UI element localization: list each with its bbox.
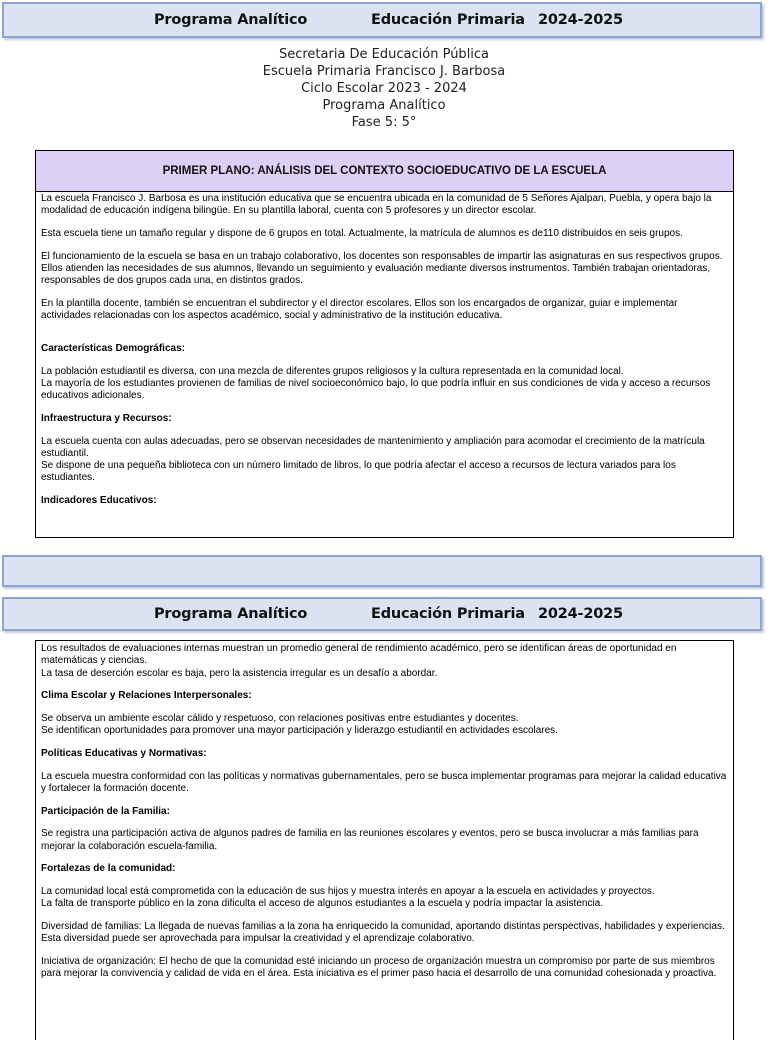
subheading: Infraestructura y Recursos: [41, 412, 172, 424]
header-year-title: 2024-2025 [538, 12, 623, 28]
paragraph: Iniciativa de organización: El hecho de que la comunidad esté iniciando un proceso de organización muestra un compromiso por parte de sus miembros para mejorar la convivencia y calidad de vida en el área. Esta iniciativa es el primer paso hacia el desarrollo de una comunidad cohesionada y proactiva. [41, 955, 717, 980]
paragraph: La escuela muestra conformidad con las políticas y normativas gubernamentales, pero se busca implementar programas para mejorar la calidad educativa y fortalecer la formación docente. [41, 770, 727, 794]
header-program-title: Programa Analítico [154, 12, 308, 28]
paragraph: La escuela Francisco J. Barbosa es una institución educativa que se encuentra ubicada en la comunidad de 5 Señores Ajalpan, Puebla, y opera bajo la modalidad de educación indígena bilingüe. En su plantilla laboral, cuenta con 5 profesores y un director escolar. [41, 193, 712, 217]
paragraph: Se registra una participación activa de algunos padres de familia en las reuniones escolares y eventos, pero se busca involucrar a más familias para mejorar la colaboración escuela-familia. [41, 828, 699, 852]
header-level-title: Educación Primaria [371, 606, 525, 622]
section-body-page1 [36, 192, 733, 507]
school-header-line: Secretaria De Educación Pública [278, 47, 490, 62]
paragraph: Diversidad de familias: La llegada de nuevas familias a la zona ha enriquecido la comunidad, aportando distintas perspectivas, habilidades y experiencias. Esta diversidad puede ser aprovechada para impulsar la creatividad y el aprendizaje colaborativo. [41, 920, 725, 945]
paragraph: La escuela cuenta con aulas adecuadas, pero se observan necesidades de mantenimiento y ampliación para acomodar el crecimiento de la matrícula estudiantil. Se dispone de una pequeña biblioteca con un número limitado de libros, lo que podría afectar el acceso a recursos de lectura variados para los estudiantes. [41, 435, 705, 484]
paragraph: Los resultados de evaluaciones internas muestran un promedio general de rendimiento académico, pero se identifican áreas de oportunidad en matemáticas y ciencias. La tasa de deserción escolar es baja, pero la asistencia irregular es un desafío a abordar. [41, 643, 677, 679]
school-header-line: Ciclo Escolar 2023 - 2024 [301, 81, 467, 96]
subheading: Indicadores Educativos: [41, 495, 157, 507]
subheading: Participación de la Familia: [41, 805, 170, 817]
paragraph: La población estudiantil es diversa, con una mezcla de diferentes grupos religiosos y la cultura representada en la comunidad local. La mayoría de los estudiantes provienen de familias de nivel socioeconómico bajo, lo que podría influir en sus condiciones de vida y acceso a recursos educativos adicionales. [41, 365, 711, 402]
paragraph: En la plantilla docente, también se encuentran el subdirector y el director escolares. Ellos son los encargados de organizar, guiar e implementar actividades relacionadas con los aspectos académico, social y administrativo de la institución educativa. [41, 297, 678, 322]
subheading: Fortalezas de la comunidad: [41, 863, 176, 875]
context-analysis-box-continued [35, 640, 734, 1040]
section-title: PRIMER PLANO: ANÁLISIS DEL CONTEXTO SOCIOEDUCATIVO DE LA ESCUELA [36, 151, 733, 192]
header-band-page2 [2, 597, 762, 631]
paragraph: Se observa un ambiente escolar cálido y respetuoso, con relaciones positivas entre estudiantes y docentes. Se identifican oportunidades para promover una mayor participación y liderazgo estudiantil en actividades escolares. [41, 712, 558, 737]
school-header-line: Escuela Primaria Francisco J. Barbosa [262, 64, 506, 79]
subheading: Características Demográficas: [41, 342, 185, 354]
subheading: Políticas Educativas y Normativas: [41, 747, 207, 759]
section-body-page2 [36, 641, 733, 981]
header-program-title: Programa Analítico [154, 606, 308, 622]
school-header-line: Programa Analítico [322, 98, 446, 113]
header-year-title: 2024-2025 [538, 606, 623, 622]
paragraph: La comunidad local está comprometida con la educación de sus hijos y muestra interés en apoyar a la escuela en actividades y proyectos. La falta de transporte público en la zona dificulta el acceso de algunos estudiantes a la escuela y podría impactar la asistencia. [41, 885, 655, 910]
paragraph: Esta escuela tiene un tamaño regular y dispone de 6 grupos en total. Actualmente, la matrícula de alumnos es de110 distribuidos en seis grupos. [41, 227, 683, 239]
header-level-title: Educación Primaria [371, 12, 525, 28]
paragraph: El funcionamiento de la escuela se basa en un trabajo colaborativo, los docentes son responsables de impartir las asignaturas en sus respectivos grupos. Ellos atienden las necesidades de sus alumnos, llevando un seguimiento y evaluación mediante diversos instrumentos. También trabajan orientadoras, responsables de dos grupos cada una, en distintos grados. [41, 250, 723, 287]
subheading: Clima Escolar y Relaciones Interpersonales: [41, 690, 252, 702]
footer-band [2, 555, 762, 587]
school-header [0, 46, 768, 131]
school-header-line: Fase 5: 5° [351, 115, 417, 130]
header-band [2, 2, 762, 38]
context-analysis-box [35, 150, 734, 538]
